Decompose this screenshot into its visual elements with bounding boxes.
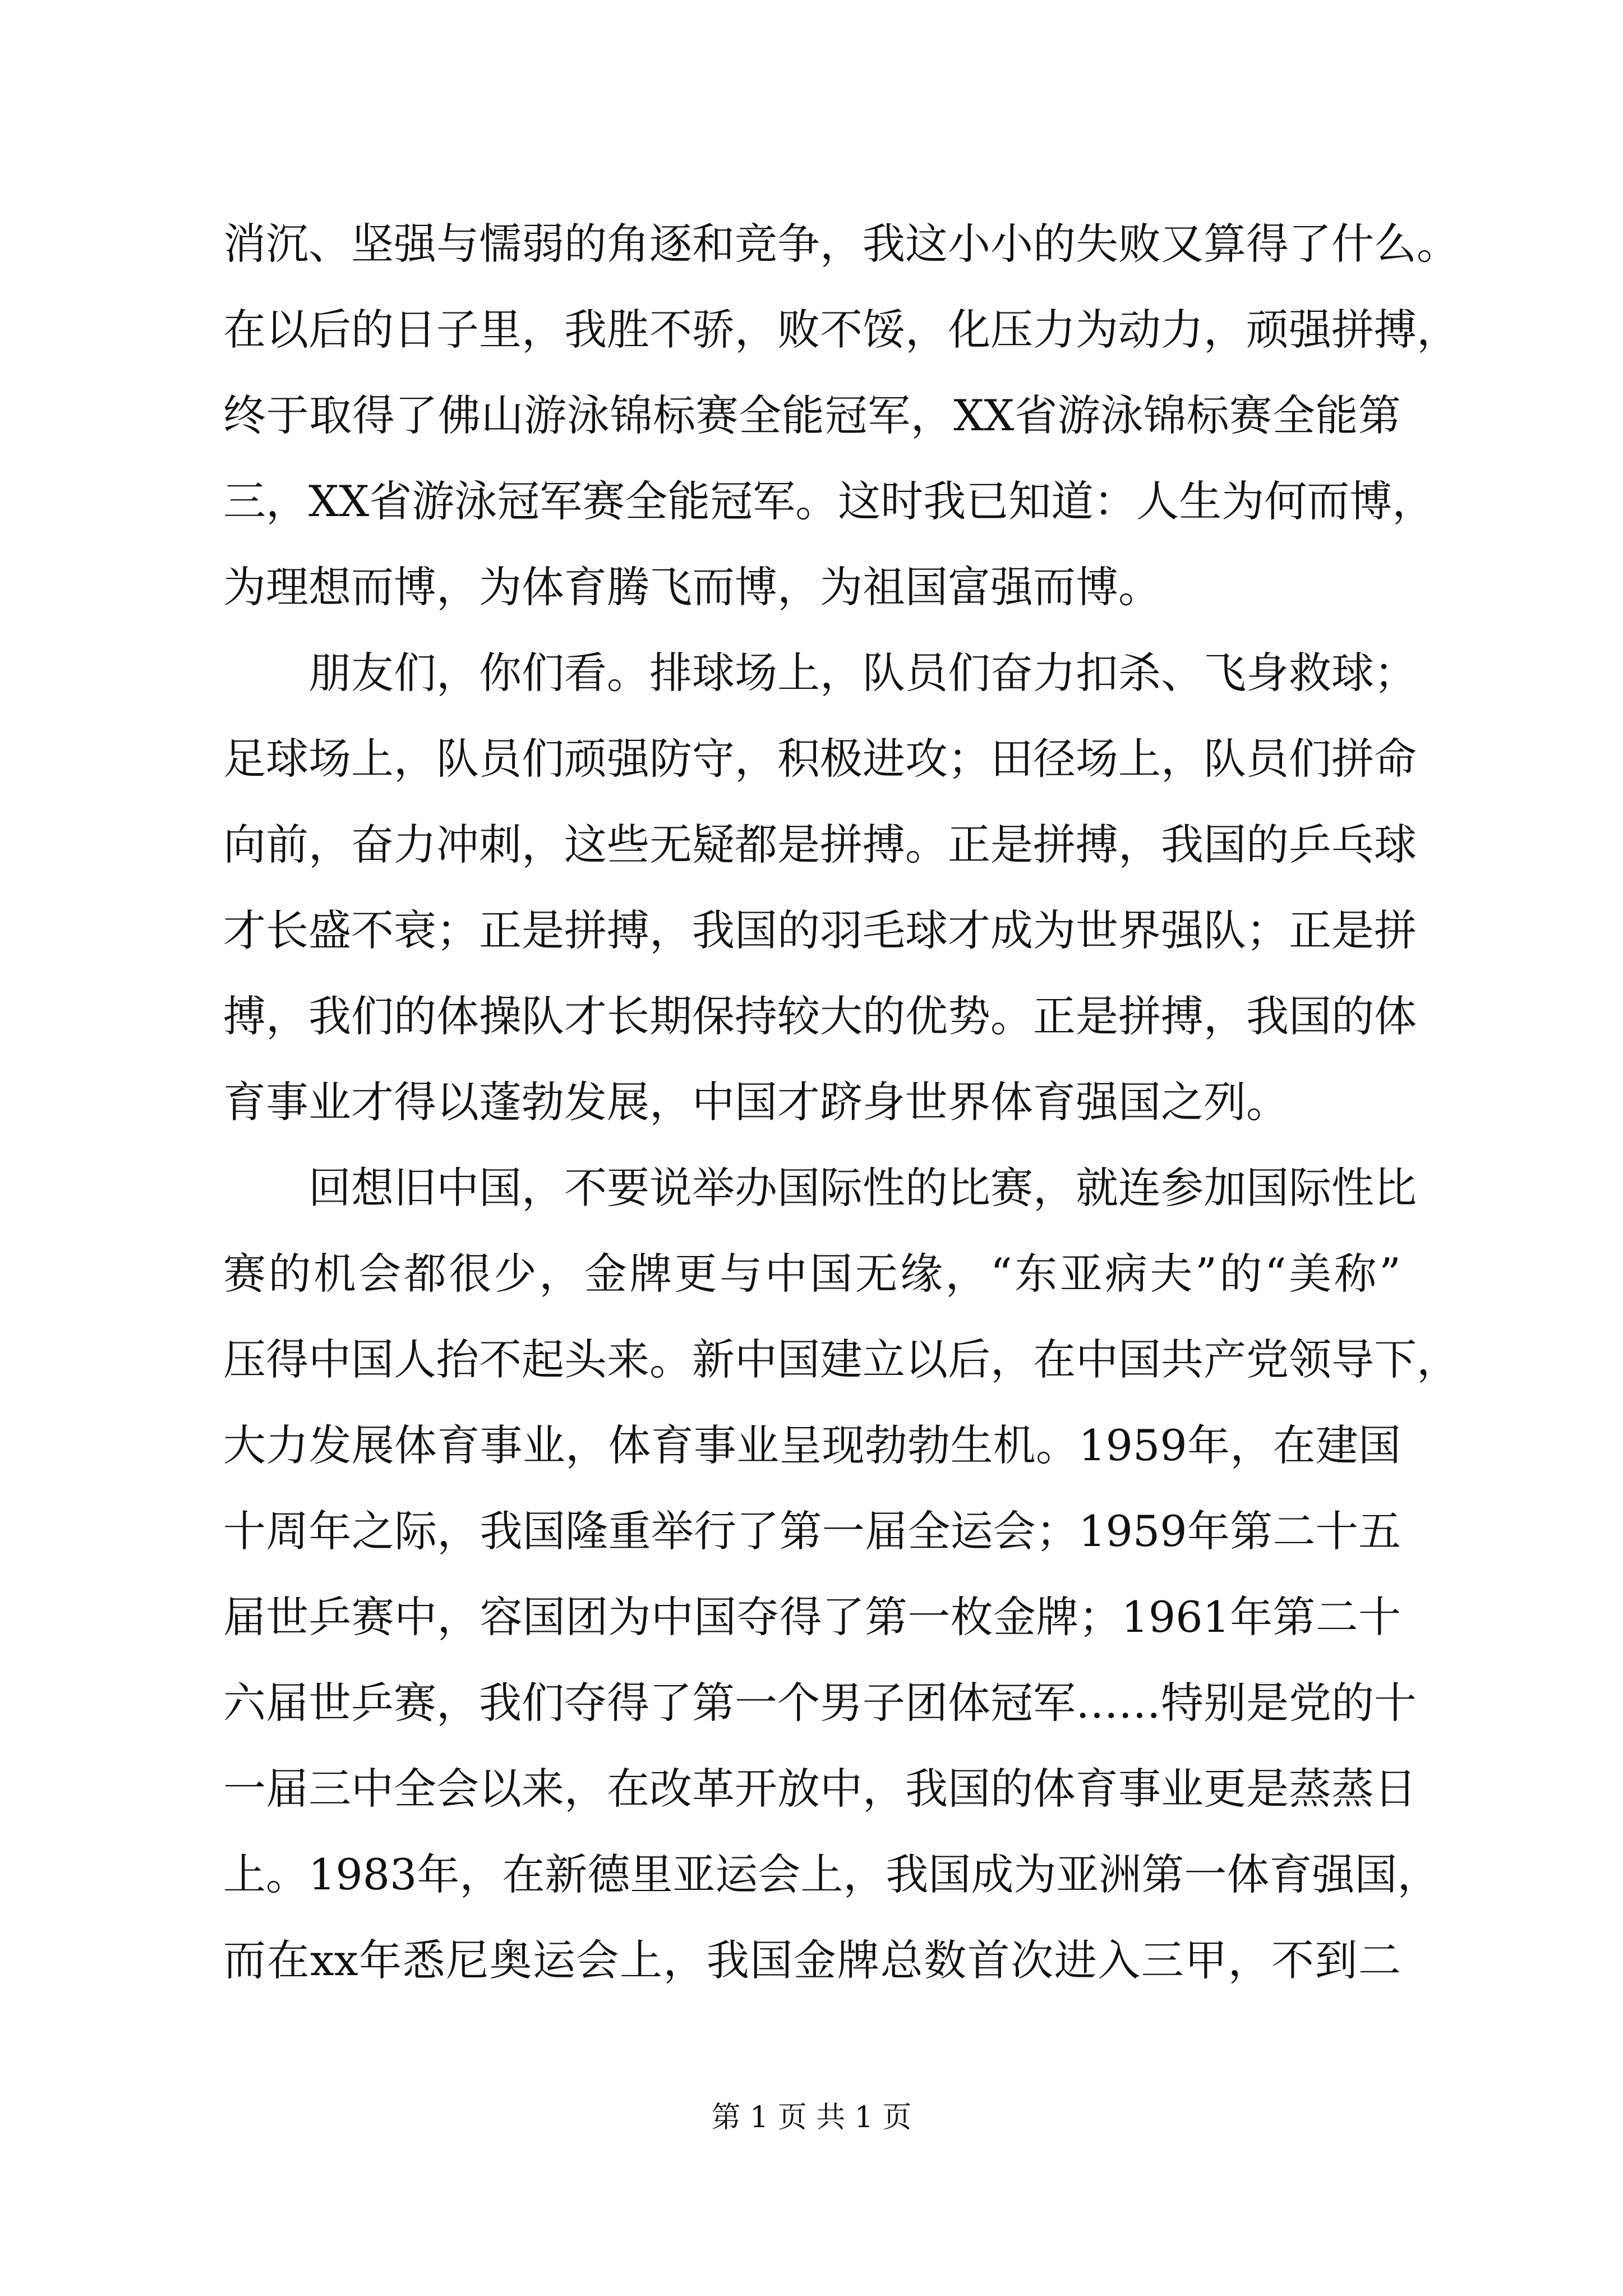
paragraph-3-line-4: 大力发展体育事业，体育事业呈现勃勃生机。1959年，在建国 [223,1420,1401,1470]
paragraph-1-line-4: 三，XX省游泳冠军赛全能冠军。这时我已知道：人生为何而博， [223,476,1435,526]
page-number-label: 第 1 页 共 1 页 [711,2101,912,2134]
paragraph-3-line-6: 届世乒赛中，容国团为中国夺得了第一枚金牌；1961年第二十 [223,1592,1401,1642]
paragraph-1-line-5: 为理想而博，为体育腾飞而博，为祖国富强而博。 [223,562,1161,612]
paragraph-3-line-10: 而在xx年悉尼奥运会上，我国金牌总数首次进入三甲，不到二 [223,1935,1401,1985]
paragraph-3-line-8: 一届三中全会以来，在改革开放中，我国的体育事业更是蒸蒸日 [223,1764,1417,1814]
document-body [223,201,1459,2003]
paragraph-1-line-3: 终于取得了佛山游泳锦标赛全能冠军，XX省游泳锦标赛全能第 [223,390,1401,440]
paragraph-2-line-3: 向前，奋力冲刺，这些无疑都是拼搏。正是拼搏，我国的乒乓球 [223,820,1417,869]
paragraph-2-line-2: 足球场上，队员们顽强防守，积极进攻；田径场上，队员们拼命 [223,734,1417,784]
paragraph-3-line-1: 回想旧中国，不要说举办国际性的比赛，就连参加国际性比 [308,1163,1417,1213]
paragraph-2-line-1: 朋友们，你们看。排球场上，队员们奋力扣杀、飞身救球； [308,648,1417,698]
paragraph-3-line-5: 十周年之际，我国隆重举行了第一届全运会；1959年第二十五 [223,1506,1401,1556]
paragraph-2-line-6: 育事业才得以蓬勃发展，中国才跻身世界体育强国之列。 [223,1077,1289,1127]
paragraph-3-line-2: 赛的机会都很少，金牌更与中国无缘，“东亚病夫”的“美称” [223,1249,1401,1299]
paragraph-2-line-5: 搏，我们的体操队才长期保持较大的优势。正是拼搏，我国的体 [223,991,1417,1041]
paragraph-1-line-2: 在以后的日子里，我胜不骄，败不馁，化压力为动力，顽强拼搏， [223,305,1459,355]
paragraph-3-line-9: 上。1983年，在新德里亚运会上，我国成为亚洲第一体育强国， [223,1849,1440,1899]
paragraph-2-line-4: 才长盛不衰；正是拼搏，我国的羽毛球才成为世界强队；正是拼 [223,905,1417,955]
page-footer [0,2098,1623,2137]
paragraph-3-line-7: 六届世乒赛，我们夺得了第一个男子团体冠军……特别是党的十 [223,1678,1417,1728]
paragraph-1-line-1: 消沉、坚强与懦弱的角逐和竞争，我这小小的失败又算得了什么。 [223,219,1459,269]
paragraph-3-line-3: 压得中国人抬不起头来。新中国建立以后，在中国共产党领导下， [223,1335,1459,1384]
